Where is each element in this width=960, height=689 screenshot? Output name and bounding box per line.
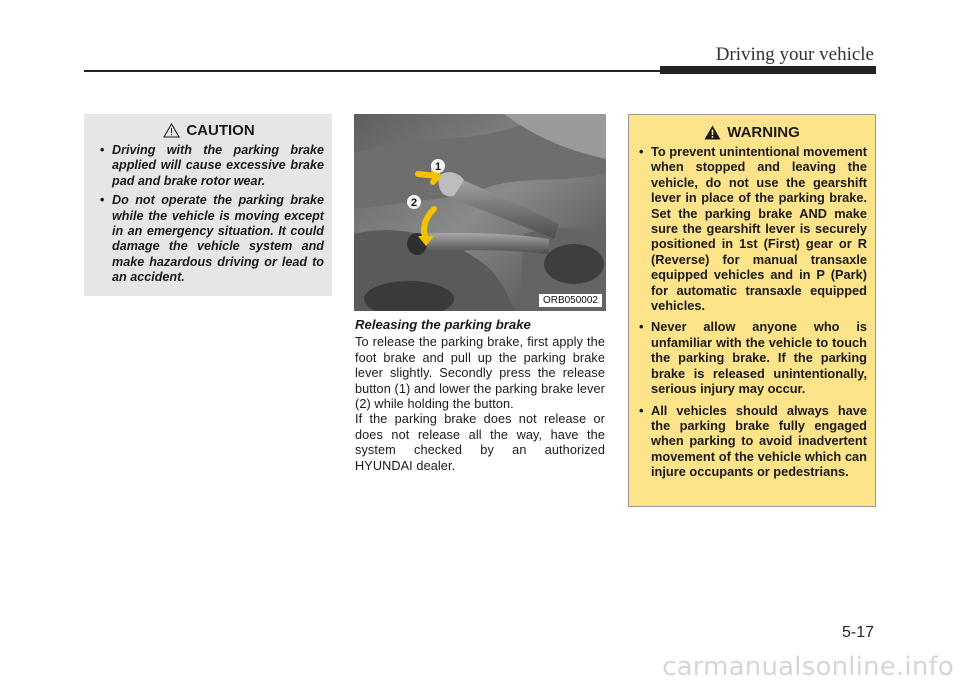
warning-item: • To prevent unintentional movement when stopped and leaving the vehicle, do not use the gearshift lever in place of the parking brake. Set the parking brake AND make sure the gearshift lever is securely positioned in 1st (First) gear or R (Reverse) for manual transaxle equipped vehicles and in P (Park) for automatic transaxle equipped vehicles. — [637, 144, 867, 313]
caution-title: CAUTION — [186, 122, 255, 139]
section-title: Driving your vehicle — [715, 44, 874, 65]
figure-caption: Releasing the parking brake — [355, 317, 531, 332]
caution-box — [84, 114, 332, 296]
warning-triangle-icon — [704, 125, 721, 140]
figure-code: ORB050002 — [539, 294, 602, 307]
body-paragraph: If the parking brake does not release or does not release all the way, have the system checked by an authorized HYUNDAI dealer. — [355, 412, 605, 473]
warning-title: WARNING — [727, 124, 800, 141]
watermark: carmanualsonline.info — [662, 652, 954, 682]
callout-2: 2 — [410, 197, 418, 209]
body-paragraph: To release the parking brake, first apply the foot brake and pull up the parking brake lever slightly. Secondly press the release button (1) and lower the parking brake lever (2) while holding the button. — [355, 335, 605, 411]
parking-brake-drawing — [354, 114, 606, 311]
header-rule-accent — [660, 66, 876, 74]
page-number: 5-17 — [841, 624, 874, 641]
caution-item: • Do not operate the parking brake while the vehicle is moving except in an emergency situation. It could damage the vehicle system and make hazardous driving or lead to an accident. — [94, 193, 324, 285]
warning-item: • Never allow anyone who is unfamiliar with the vehicle to touch the parking brake. If the parking brake is released unintentionally, serious injury may occur. — [637, 319, 867, 396]
caution-triangle-icon — [163, 123, 180, 138]
parking-brake-illustration — [354, 114, 606, 311]
caution-item: • Driving with the parking brake applied will cause excessive brake pad and brake rotor wear. — [94, 143, 324, 189]
warning-box — [628, 114, 876, 507]
caution-heading — [94, 122, 324, 139]
caution-list — [94, 143, 324, 286]
callout-1: 1 — [434, 161, 442, 173]
warning-list — [637, 144, 867, 480]
warning-heading — [637, 124, 867, 141]
warning-item: • All vehicles should always have the parking brake fully engaged when parking to avoid inadvertent movement of the vehicle which can injure occupants or pedestrians. — [637, 403, 867, 480]
